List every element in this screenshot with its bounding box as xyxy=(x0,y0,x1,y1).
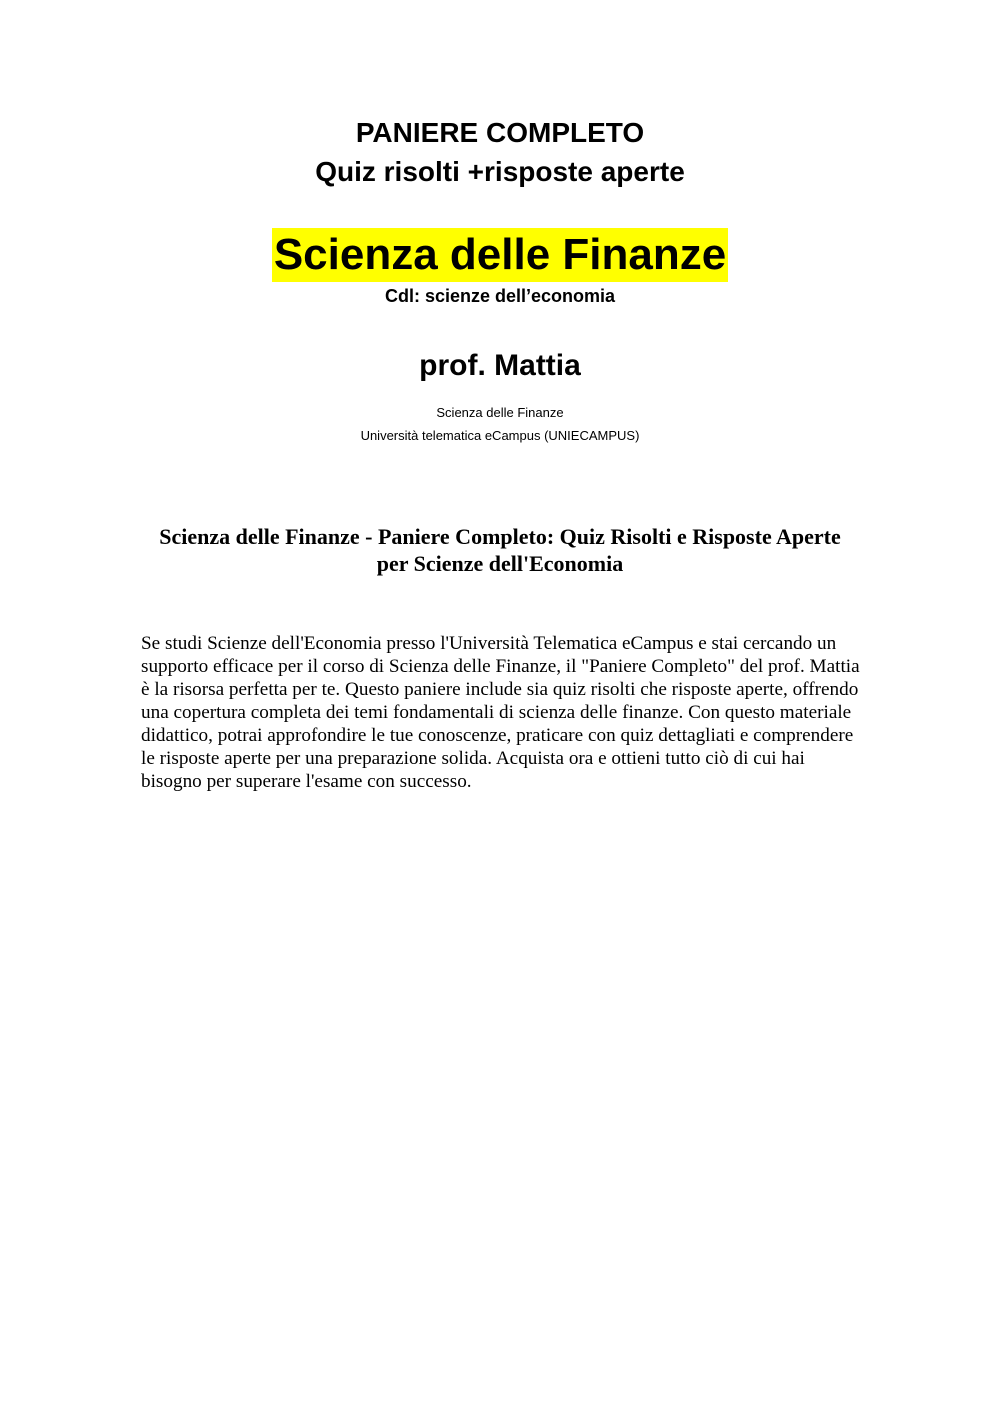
document-heading: Scienza delle Finanze - Paniere Completo: Quiz Risolti e Risposte Aperte per Scienze dell'Economia xyxy=(159,524,841,576)
header-title: PANIERE COMPLETO xyxy=(355,117,645,148)
university-caption: Università telematica eCampus (UNIECAMPUS) xyxy=(360,428,640,443)
header-subtitle: Quiz risolti +risposte aperte xyxy=(315,156,685,187)
course-title-highlighted: Scienza delle Finanze xyxy=(272,228,728,282)
professor-name: prof. Mattia xyxy=(419,349,581,382)
description-paragraph xyxy=(141,632,861,793)
degree-course-label: Cdl: scienze dell’economia xyxy=(384,286,616,306)
description-text: Se studi Scienze dell'Economia presso l'Università Telematica eCampus e stai cercando un supporto efficace per il corso di Scienza delle Finanze, il "Paniere Completo" del prof. Mattia è la risorsa perfetta per te. Questo paniere include sia quiz risolti che risposte aperte, offrendo una copertura completa dei temi fondamentali di scienza delle finanze. Con questo materiale didattico, potrai approfondire le tue conoscenze, praticare con quiz dettagliati e comprendere le risposte aperte per una preparazione solida. Acquista ora e ottieni tutto ciò di cui hai bisogno per superare l'esame con successo. xyxy=(141,633,860,792)
course-title-container xyxy=(0,228,1000,293)
subject-caption: Scienza delle Finanze xyxy=(436,405,564,420)
